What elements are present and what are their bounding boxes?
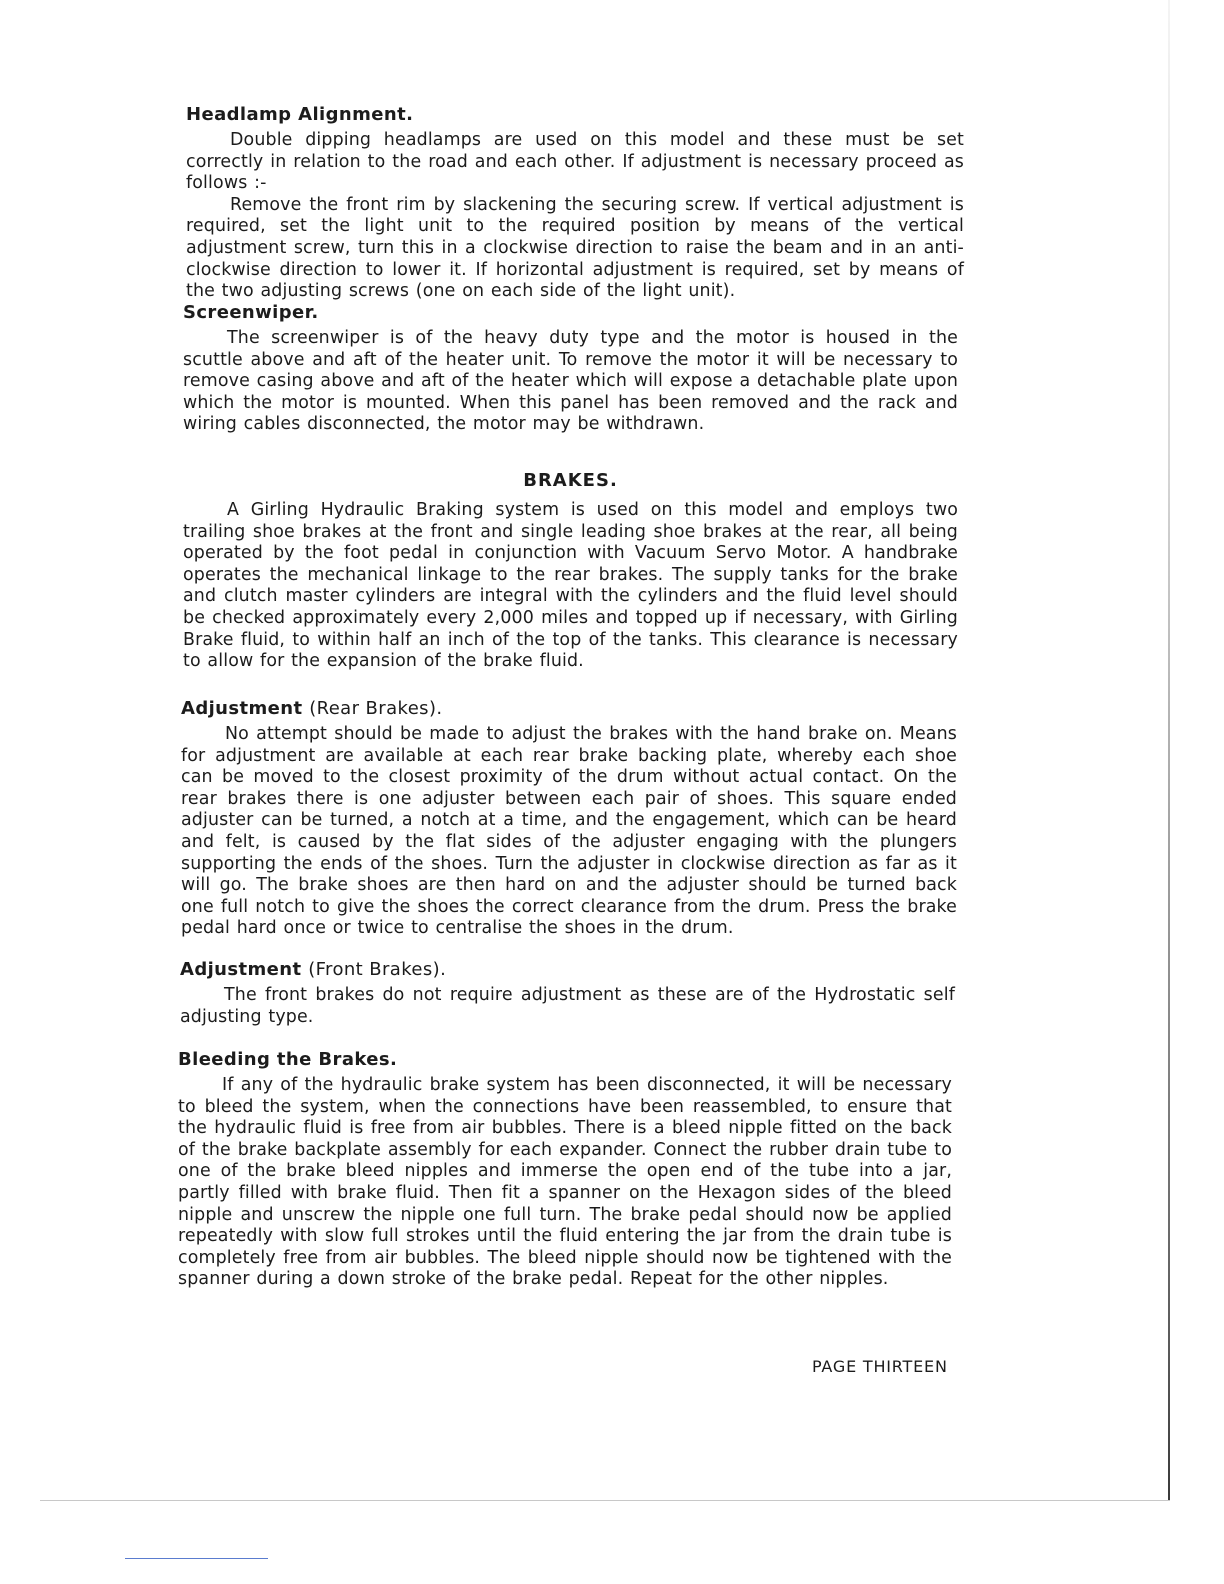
decorative-rule	[125, 1558, 268, 1559]
section-heading: Headlamp Alignment.	[186, 104, 414, 125]
paragraph: Remove the front rim by slackening the securing screw. If vertical adjustment is required, set the light unit to the required position by means of the vertical adjustment screw, turn this in a clockwise direction to raise the beam and in an anti-clockwise direction to lower it. If horizontal adjustment is required, set by means of the two adjusting screws (one on each side of the light unit).	[186, 194, 964, 302]
section-brakes	[183, 470, 958, 673]
scan-edge-right	[1168, 0, 1170, 1500]
section-heading-qualifier: (Front Brakes).	[308, 959, 447, 980]
page-number: PAGE THIRTEEN	[812, 1357, 948, 1376]
section-adjustment-rear-brakes	[181, 698, 957, 940]
section-heading: Screenwiper.	[183, 302, 319, 323]
section-heading-title: Adjustment	[181, 698, 303, 719]
paragraph: A Girling Hydraulic Braking system is used on this model and employs two trailing shoe brakes at the front and single leading shoe brakes at the rear, all being operated by the foot pedal in conjunction with Vacuum Servo Motor. A handbrake operates the mechanical linkage to the rear brakes. The supply tanks for the brake and clutch master cylinders are integral with the cylinders and the fluid level should be checked approximately every 2,000 miles and topped up if necessary, with Girling Brake fluid, to within half an inch of the top of the tanks. This clearance is necessary to allow for the expansion of the brake fluid.	[183, 500, 958, 672]
paragraph: The front brakes do not require adjustment as these are of the Hydrostatic self adjusting type.	[180, 985, 955, 1027]
section-screenwiper	[183, 302, 958, 436]
paragraph: If any of the hydraulic brake system has been disconnected, it will be necessary to bleed the system, when the connections have been reassembled, to ensure that the hydraulic fluid is free from air bubbles. There is a bleed nipple fitted on the back of the brake backplate assembly for each expander. Connect the rubber drain tube to one of the brake bleed nipples and immerse the open end of the tube into a jar, partly filled with brake fluid. Then fit a spanner on the Hexagon sides of the bleed nipple and unscrew the nipple one full turn. The brake pedal should now be applied repeatedly with slow full strokes until the fluid entering the jar from the drain tube is completely free from air bubbles. The bleed nipple should now be tightened with the spanner during a down stroke of the brake pedal. Repeat for the other nipples.	[178, 1075, 952, 1290]
chapter-heading: BRAKES.	[523, 470, 618, 491]
section-bleeding-the-brakes	[178, 1049, 952, 1291]
section-heading-title: Adjustment	[180, 959, 302, 980]
section-headlamp-alignment	[186, 104, 964, 303]
paragraph: No attempt should be made to adjust the brakes with the hand brake on. Means for adjustment are available at each rear brake backing plate, whereby each shoe can be moved to the closest proximity of the drum without actual contact. On the rear brakes there is one adjuster between each pair of shoes. This square ended adjuster can be turned, a notch at a time, and the engagement, which can be heard and felt, is caused by the flat sides of the adjuster engaging with the plungers supporting the ends of the shoes. Turn the adjuster in clockwise direction as far as it will go. The brake shoes are then hard on and the adjuster should be turned back one full notch to give the shoes the correct clearance from the drum. Press the brake pedal hard once or twice to centralise the shoes in the drum.	[181, 724, 957, 939]
section-heading	[181, 698, 957, 720]
section-heading-qualifier: (Rear Brakes).	[309, 698, 443, 719]
scan-edge-bottom	[40, 1500, 1170, 1501]
paragraph: Double dipping headlamps are used on this model and these must be set correctly in relation to the road and each other. If adjustment is necessary proceed as follows :-	[186, 130, 964, 194]
section-heading: Bleeding the Brakes.	[178, 1049, 398, 1070]
paragraph: The screenwiper is of the heavy duty type and the motor is housed in the scuttle above and aft of the heater unit. To remove the motor it will be necessary to remove casing above and aft of the heater which will expose a detachable plate upon which the motor is mounted. When this panel has been removed and the rack and wiring cables disconnected, the motor may be withdrawn.	[183, 328, 958, 435]
section-adjustment-front-brakes	[180, 959, 955, 1028]
section-heading	[180, 959, 955, 981]
